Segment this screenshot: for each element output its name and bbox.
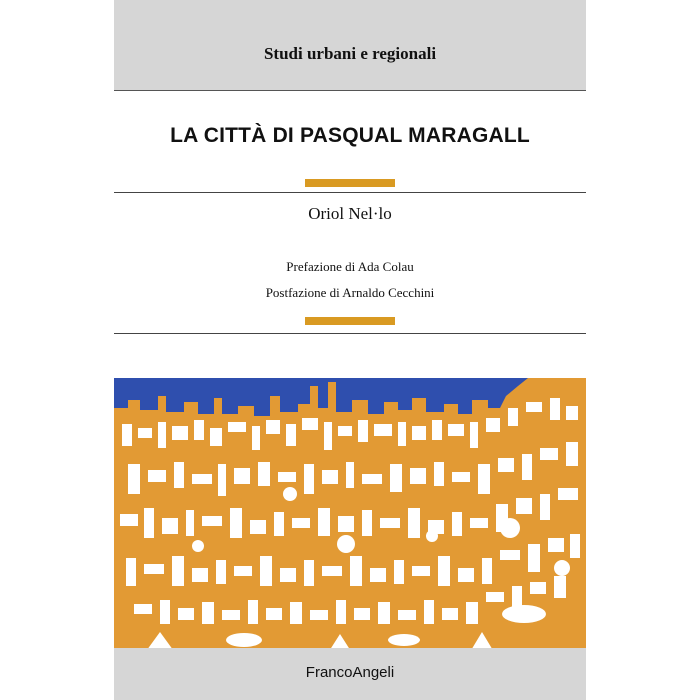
publisher-name: FrancoAngeli [305,664,395,681]
preface-credit: Prefazione di Ada Colau [286,259,414,274]
book-title: LA CITTÀ DI PASQUAL MARAGALL [170,124,530,147]
divider-top [114,192,586,193]
city-illustration [114,378,586,678]
author-name: Oriol Nel·lo [308,204,392,223]
book-cover [114,0,586,700]
divider-bottom [114,333,586,334]
accent-bar-top [305,179,395,187]
series-band [114,0,586,91]
accent-bar-bottom [305,317,395,325]
postface-credit: Postfazione di Arnaldo Cecchini [265,285,435,300]
series-name: Studi urbani e regionali [263,44,437,63]
